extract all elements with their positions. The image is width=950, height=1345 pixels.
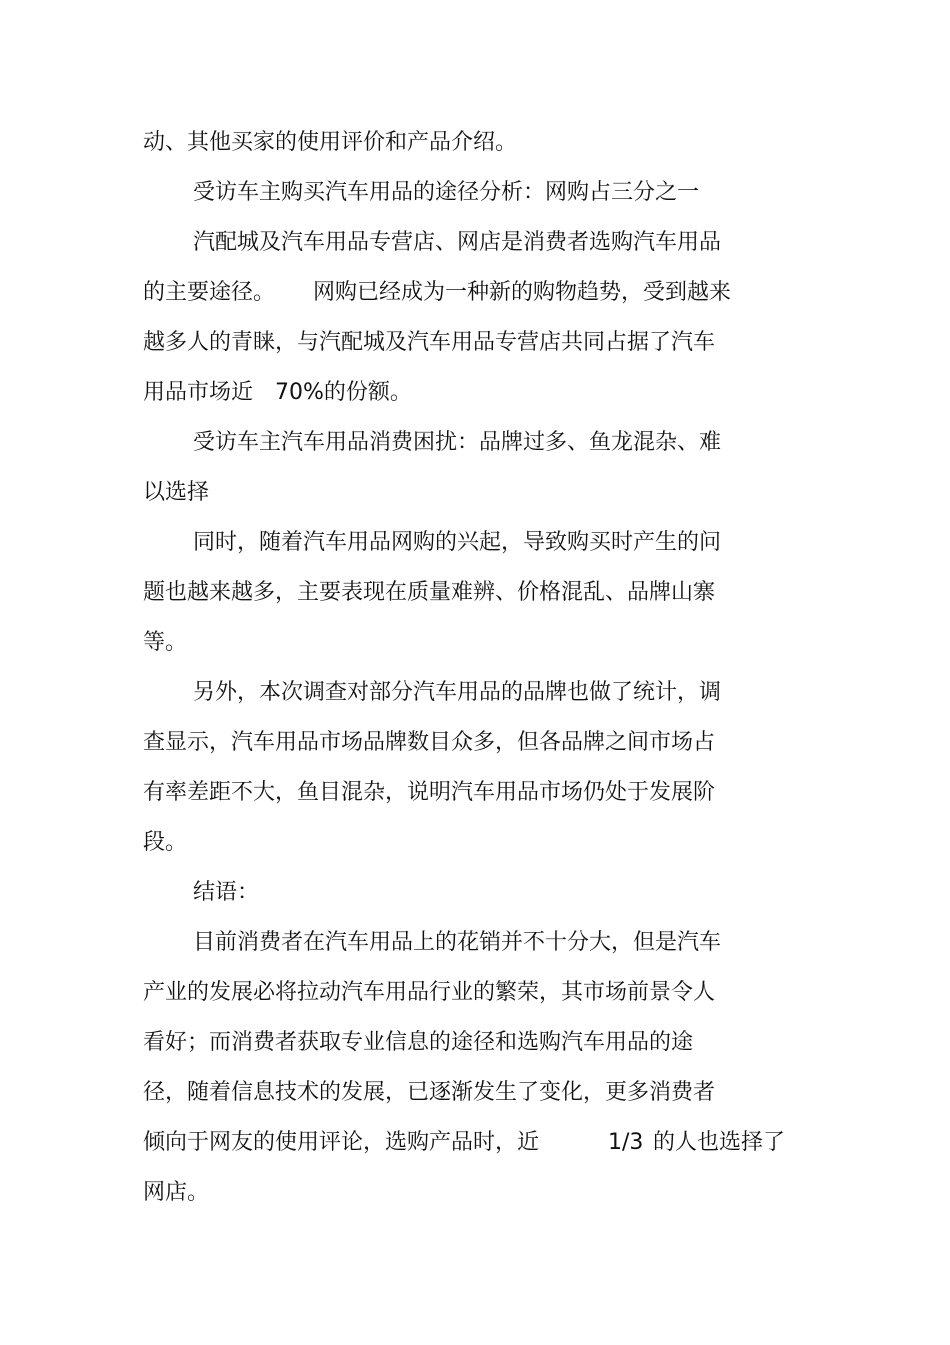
text-line: 题也越来越多，主要表现在质量难辨、价格混乱、品牌山寨 (143, 580, 716, 605)
text-segment: 的人也选择了 (653, 1130, 786, 1155)
text-segment: 用品市场近 (143, 380, 254, 405)
section-heading-conclusion: 结语： (193, 880, 260, 905)
text-line: 网店。 (143, 1180, 210, 1205)
text-segment: 网购已经成为一种新的购物趋势，受到越来 (313, 280, 732, 305)
section-heading-consumer-troubles: 受访车主汽车用品消费困扰：品牌过多、鱼龙混杂、难 (193, 430, 722, 455)
text-line: 等。 (143, 630, 188, 655)
text-line: 另外，本次调查对部分汽车用品的品牌也做了统计，调 (193, 680, 722, 705)
text-line: 看好；而消费者获取专业信息的途径和选购汽车用品的途 (143, 1030, 694, 1055)
text-line: 查显示，汽车用品市场品牌数目众多，但各品牌之间市场占 (143, 730, 716, 755)
text-segment: 1/3 (608, 1130, 644, 1155)
text-line (143, 1130, 803, 1156)
text-segment: 倾向于网友的使用评论，选购产品时，近 (143, 1130, 540, 1155)
text-line (143, 280, 763, 306)
text-line (143, 380, 543, 406)
text-line: 汽配城及汽车用品专营店、网店是消费者选购汽车用品 (193, 230, 722, 255)
text-line: 目前消费者在汽车用品上的花销并不十分大，但是汽车 (193, 930, 722, 955)
section-heading-purchase-channels: 受访车主购买汽车用品的途径分析：网购占三分之一 (193, 180, 700, 205)
text-segment: 的主要途径。 (143, 280, 276, 305)
text-line: 以选择 (143, 480, 210, 505)
text-segment: 70%的份额。 (275, 380, 412, 405)
text-line: 越多人的青睐，与汽配城及汽车用品专营店共同占据了汽车 (143, 330, 716, 355)
text-line: 同时，随着汽车用品网购的兴起，导致购买时产生的问 (193, 530, 722, 555)
text-line: 动、其他买家的使用评价和产品介绍。 (143, 130, 518, 155)
text-line: 段。 (143, 830, 188, 855)
text-line: 径，随着信息技术的发展，已逐渐发生了变化，更多消费者 (143, 1080, 716, 1105)
text-line: 有率差距不大，鱼目混杂，说明汽车用品市场仍处于发展阶 (143, 780, 716, 805)
text-line: 产业的发展必将拉动汽车用品行业的繁荣，其市场前景令人 (143, 980, 716, 1005)
